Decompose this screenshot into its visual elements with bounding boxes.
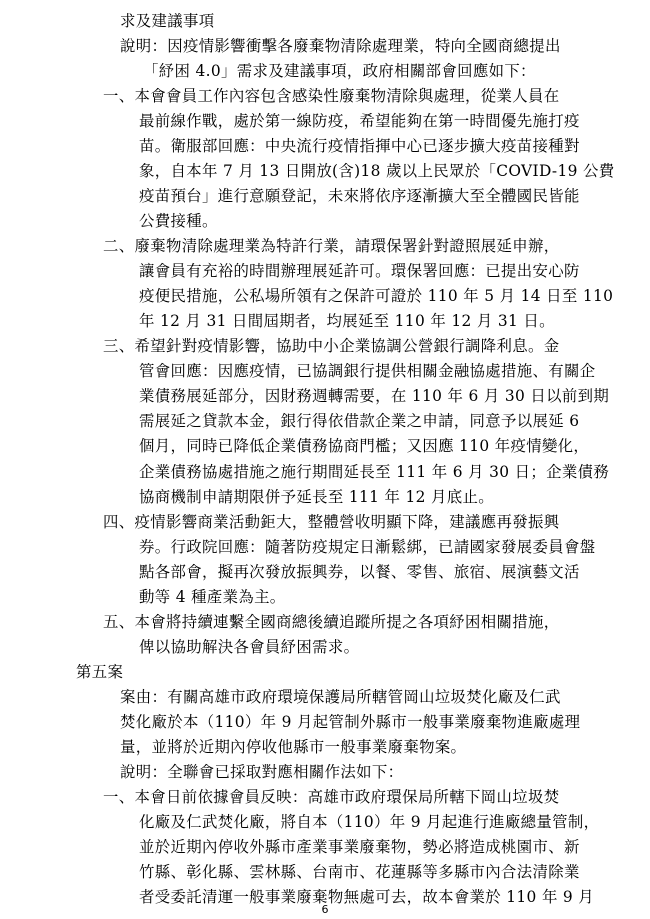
text-line: 者受委託清運一般事業廢棄物無處可去，故本會業於 110 年 9 月 (139, 888, 595, 906)
text-line: 公費接種。 (139, 212, 218, 231)
section-heading: 第五案 (76, 662, 124, 681)
text-line: 券。行政院回應：隨著防疫規定日漸鬆綁，已請國家發展委員會盤 (139, 537, 596, 556)
text-line: 疫便民措施，公私場所領有之保許可證於 110 年 5 月 14 日至 110 (139, 287, 614, 306)
text-line: 苗。衛服部回應：中央流行疫情指揮中心已逐步擴大疫苗接種對 (139, 137, 580, 156)
text-line: 四、疫情影響商業活動鉅大，整體營收明顯下降，建議應再發振興 (103, 512, 560, 531)
text-line: 一、本會會員工作內容包含感染性廢棄物清除與處理，從業人員在 (103, 87, 560, 106)
text-line: 俾以協助解決各會員紓困需求。 (139, 637, 360, 656)
text-line: 業債務展延部分，因財務週轉需要，在 110 年 6 月 30 日以前到期 (139, 387, 610, 406)
text-line: 二、廢棄物清除處理業為特許行業，請環保署針對證照展延申辦， (103, 237, 560, 256)
text-line: 並於近期內停收外縣市產業事業廢棄物，勢必將造成桃園市、新 (139, 837, 580, 856)
text-line: 象，自本年 7 月 13 日開放(含)18 歲以上民眾於「COVID-19 公費 (139, 162, 615, 181)
text-line: 動等 4 種產業為主。 (139, 587, 286, 606)
text-line: 疫苗預台」進行意願登記，未來將依序逐漸擴大至全體國民皆能 (139, 187, 580, 206)
page-number: 6 (321, 903, 329, 916)
text-line: 說明：因疫情影響衝擊各廢棄物清除處理業，特向全國商總提出 (120, 37, 561, 56)
text-line: 企業債務協處措施之施行期間延長至 111 年 6 月 30 日；企業債務 (139, 462, 610, 481)
text-line: 焚化廠於本（110）年 9 月起管制外縣市一般事業廢棄物進廠處理 (120, 712, 581, 731)
text-line: 點各部會，擬再次發放振興券，以餐、零售、旅宿、展演藝文活 (139, 562, 580, 581)
text-line: 讓會員有充裕的時間辦理展延許可。環保署回應：已提出安心防 (139, 262, 580, 281)
text-line: 協商機制申請期限併予延長至 111 年 12 月底止。 (139, 487, 495, 506)
text-line: 個月，同時已降低企業債務協商門檻；又因應 110 年疫情變化， (139, 437, 590, 456)
text-line: 量，並將於近期內停收他縣市一般事業廢棄物案。 (120, 737, 467, 756)
text-line: 五、本會將持續連繫全國商總後續追蹤所提之各項紓困相關措施， (103, 612, 560, 631)
text-line: 一、本會日前依據會員反映：高雄市政府環保局所轄下岡山垃圾焚 (103, 787, 560, 806)
text-line: 三、希望針對疫情影響，協助中小企業協調公營銀行調降利息。金 (103, 337, 560, 356)
text-line: 案由：有關高雄市政府環境保護局所轄管岡山垃圾焚化廠及仁武 (120, 687, 561, 706)
text-line: 年 12 月 31 日間屆期者，均展延至 110 年 12 月 31 日。 (139, 312, 555, 331)
text-line: 化廠及仁武焚化廠，將自本（110）年 9 月起進行進廠總量管制， (139, 812, 600, 831)
text-line: 最前線作戰，處於第一線防疫，希望能夠在第一時間優先施打疫 (139, 112, 580, 131)
text-line: 需展延之貸款本金，銀行得依借款企業之申請，同意予以展延 6 (139, 412, 580, 431)
text-line: 管會回應：因應疫情，已協調銀行提供相關金融協處措施、有關企 (139, 362, 596, 381)
text-line: 「紓困 4.0」需求及建議事項，政府相關部會回應如下： (143, 62, 536, 81)
text-line: 說明：全聯會已採取對應相關作法如下： (120, 762, 404, 781)
text-line: 求及建議事項 (120, 12, 215, 30)
text-line: 竹縣、彰化縣、雲林縣、台南市、花蓮縣等多縣市內合法清除業 (139, 862, 580, 881)
